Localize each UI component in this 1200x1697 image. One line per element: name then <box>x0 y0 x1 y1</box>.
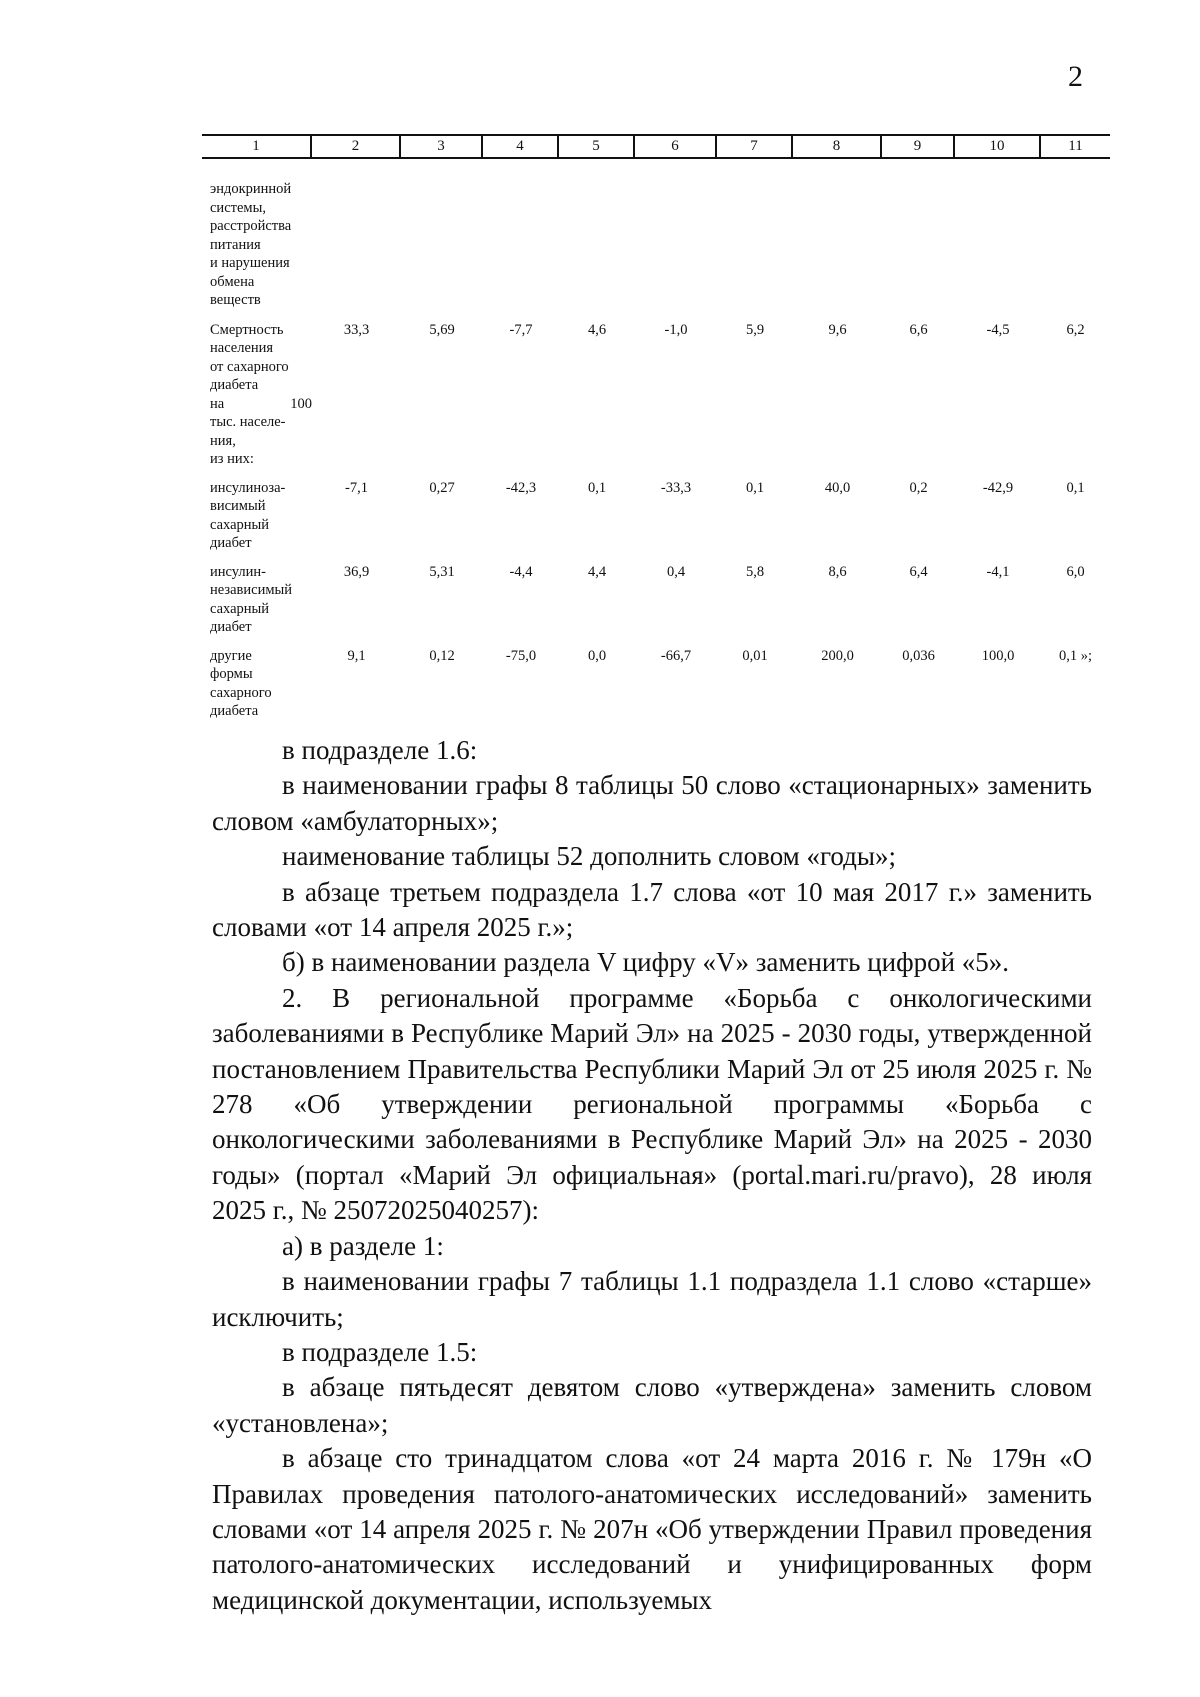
label-line: диабет <box>210 535 252 551</box>
page-number: 2 <box>1068 60 1083 93</box>
label-line: сахарный <box>210 600 270 617</box>
table-cell: 0,1 »; <box>1058 647 1093 664</box>
label-line: Смертность <box>210 321 284 338</box>
table-cell: 100,0 <box>981 647 1015 664</box>
table-cell: 8,6 <box>828 563 847 580</box>
row-label <box>202 321 312 469</box>
table-cell: -42,3 <box>505 479 537 496</box>
label-line: расстройства <box>210 218 292 234</box>
table-cell: 0,4 <box>666 563 686 580</box>
label-line: формы <box>210 666 253 682</box>
table-cell: 4,6 <box>587 321 607 338</box>
label-line: ния, <box>210 432 236 449</box>
column-number: 10 <box>955 136 1041 157</box>
column-number: 9 <box>882 136 955 157</box>
table-row <box>202 563 1110 637</box>
label-line: диабет <box>210 619 252 635</box>
label-line: населения <box>210 340 274 356</box>
paragraph: наименование таблицы 52 дополнить словом «годы»; <box>282 841 897 872</box>
table-body <box>202 180 1110 721</box>
paragraph: б) в наименовании раздела V цифру «V» заменить цифрой «5». <box>282 947 1010 978</box>
column-number: 8 <box>793 136 882 157</box>
table-cell: -1,0 <box>664 321 688 338</box>
table-cell: 6,4 <box>909 563 928 580</box>
table-cell: -66,7 <box>660 647 692 664</box>
row-label <box>202 563 312 637</box>
label-line: диабета <box>210 703 259 719</box>
table-header-row <box>202 134 1110 159</box>
table-row <box>202 479 1110 553</box>
row-label <box>202 180 312 310</box>
row-label <box>202 479 312 553</box>
table-cell: 33,3 <box>343 321 370 338</box>
label-line: из них: <box>210 451 254 467</box>
label-line: независимый <box>210 582 293 598</box>
label-line: питания <box>210 236 261 253</box>
document-body-text <box>212 733 1092 1618</box>
table-cell: 0,1 <box>1066 479 1085 496</box>
table-cell: -7,7 <box>509 321 533 338</box>
table-cell: 36,9 <box>343 563 370 580</box>
label-line: висимый <box>210 498 266 514</box>
table-cell: 0,27 <box>429 479 455 496</box>
label-line: сахарный <box>210 516 270 533</box>
column-number: 1 <box>202 136 312 157</box>
label-line: тыс. населе- <box>210 414 286 430</box>
table-cell: 6,2 <box>1066 321 1085 338</box>
table-cell: 9,1 <box>347 647 366 664</box>
paragraph: 2. В региональной программе «Борьба с онкологическими заболеваниями в Республике Марий Эл» на 2025 - 2030 годы, утвержденной постановлением Правительства Республики Марий Эл от 25 июля 2025 г. № 278 «Об утверждении региональной программы «Борьба с онкологическими заболеваниями в Республике Марий Эл» на 2025 - 2030 годы» (портал «Марий Эл официальная» (portal.mari.ru/pravo), 28 июля 2025 г., № 25072025040257): <box>212 982 1092 1226</box>
data-table <box>202 134 1110 731</box>
table-cell: -7,1 <box>345 479 368 496</box>
table-cell: 200,0 <box>821 647 854 664</box>
table-cell: 0,01 <box>742 647 768 664</box>
table-cell: 0,0 <box>587 647 607 664</box>
label-line: от сахарного <box>210 358 289 375</box>
label-line: другие <box>210 647 252 664</box>
table-cell: 0,1 <box>587 479 607 496</box>
row-label <box>202 647 312 721</box>
column-number: 6 <box>635 136 717 157</box>
paragraph: в наименовании графы 8 таблицы 50 слово «стационарных» заменить словом «амбулаторных»; <box>212 770 1092 836</box>
table-cell: 0,12 <box>429 647 455 664</box>
column-number: 5 <box>559 136 635 157</box>
table-cell: 9,6 <box>828 321 847 338</box>
paragraph: в подразделе 1.5: <box>282 1336 478 1367</box>
label-line: сахарного <box>210 684 272 701</box>
table-cell: 5,69 <box>429 321 455 338</box>
table-cell: 40,0 <box>824 479 851 496</box>
table-cell: -42,9 <box>982 479 1014 496</box>
column-number: 2 <box>312 136 401 157</box>
paragraph: в абзаце третьем подраздела 1.7 слова «от 10 мая 2017 г.» заменить словами «от 14 апреля 2025 г.»; <box>212 876 1092 943</box>
table-cell: 5,9 <box>745 321 765 338</box>
paragraph: в наименовании графы 7 таблицы 1.1 подраздела 1.1 слово «старше» исключить; <box>212 1266 1092 1332</box>
label-line: и нарушения <box>210 255 290 271</box>
table-cell: -75,0 <box>505 647 537 664</box>
column-number: 11 <box>1068 138 1083 154</box>
table-cell: 0,2 <box>909 479 928 496</box>
label-line: инсулин- <box>210 563 266 580</box>
table-row-continued <box>202 180 1110 310</box>
table-cell: -4,1 <box>986 563 1010 580</box>
column-number: 4 <box>483 136 559 157</box>
table-cell: -4,4 <box>509 563 533 580</box>
table-cell: 0,1 <box>745 479 765 496</box>
table-cell: 6,0 <box>1066 563 1085 580</box>
label-line: эндокринной <box>210 181 292 197</box>
label-line: веществ <box>210 292 261 308</box>
label-line <box>210 395 312 414</box>
table-cell: 6,6 <box>909 321 928 338</box>
table-cell: 4,4 <box>587 563 607 580</box>
table-cell: -4,5 <box>986 321 1010 338</box>
label-line: диабета <box>210 377 259 393</box>
label-word: на <box>210 395 225 412</box>
table-cell: -33,3 <box>660 479 692 496</box>
table-cell: 0,036 <box>902 647 935 664</box>
table-cell: 5,8 <box>745 563 765 580</box>
label-line: инсулиноза- <box>210 479 286 496</box>
paragraph: в подразделе 1.6: <box>282 735 478 765</box>
label-line: системы, <box>210 199 266 216</box>
paragraph: в абзаце пятьдесят девятом слово «утверждена» заменить словом «установлена»; <box>212 1372 1092 1438</box>
column-number: 3 <box>401 136 483 157</box>
table-row <box>202 647 1110 721</box>
paragraph: в абзаце сто тринадцатом слова «от 24 марта 2016 г. № 179н «О Правилах проведения патолого-анатомических исследований» заменить словами «от 14 апреля 2025 г. № 207н «Об утверждении Правил проведения патолого-анатомических исследований и унифицированных форм медицинской документации, используемых <box>212 1443 1092 1615</box>
label-word: 100 <box>290 395 312 412</box>
column-number: 7 <box>717 136 793 157</box>
table-cell: 5,31 <box>429 563 455 580</box>
table-row <box>202 321 1110 469</box>
paragraph: а) в разделе 1: <box>282 1230 444 1261</box>
label-line: обмена <box>210 273 255 290</box>
